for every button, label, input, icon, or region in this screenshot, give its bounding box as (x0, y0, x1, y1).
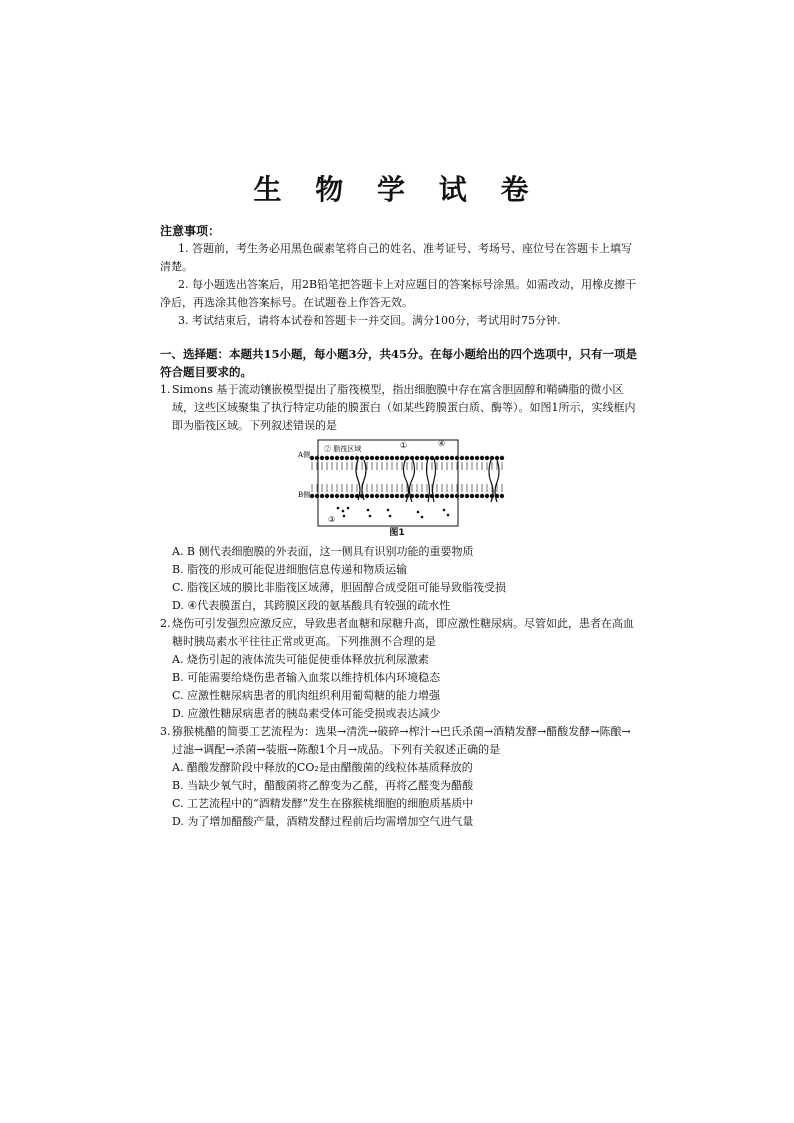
question-3 (160, 723, 640, 759)
page-title: 生 物 学 试 卷 (253, 173, 541, 206)
lipid-head (350, 494, 354, 498)
q3-option-a: A. 醋酸发酵阶段中释放的CO₂是由醋酸菌的线粒体基质释放的 (172, 761, 473, 774)
lipid-head (430, 456, 434, 460)
notice-heading: 注意事项： (160, 224, 221, 238)
glyco-chains (337, 507, 450, 519)
notice-item-3: 3. 考试结束后，请将本试卷和答题卡一并交回。满分100分，考试用时75分钟. (178, 314, 561, 327)
q3-option-c: C. 工艺流程中的“酒精发酵”发生在猕猴桃细胞的细胞质基质中 (172, 797, 474, 810)
lipid-head (480, 456, 484, 460)
lipid-head (400, 456, 404, 460)
question-number: 1. (160, 383, 171, 396)
lipid-head (470, 494, 474, 498)
lipid-head (500, 494, 504, 498)
lipid-head (465, 456, 469, 460)
question-1 (160, 381, 640, 435)
lipid-head (330, 456, 334, 460)
lipid-head (465, 494, 469, 498)
notice-item-2: 2. 每小题选出答案后，用2B铅笔把答题卡上对应题目的答案标号涂黑。如需改动，用橡皮擦干净后，再选涂其他答案标号。在试题卷上作答无效。 (160, 278, 637, 309)
lipid-head (440, 494, 444, 498)
lipid-head (365, 494, 369, 498)
lipid-head (435, 494, 439, 498)
lipid-head (390, 456, 394, 460)
lipid-head (320, 456, 324, 460)
lipid-head (330, 494, 334, 498)
lipid-head (325, 456, 329, 460)
question-number: 2. (160, 617, 171, 630)
lipid-head (470, 456, 474, 460)
lipid-head (490, 456, 494, 460)
lipid-head (395, 494, 399, 498)
figure-caption: 图1 (389, 528, 405, 538)
lipid-head (450, 494, 454, 498)
question-2 (160, 615, 640, 651)
lipid-head (340, 494, 344, 498)
marker-3: ③ (328, 515, 336, 524)
lipid-head (310, 456, 314, 460)
lipid-head (435, 456, 439, 460)
marker-1: ① (400, 441, 408, 450)
lipid-head (445, 494, 449, 498)
lipid-head (480, 494, 484, 498)
section-heading: 一、选择题：本题共15小题，每小题3分，共45分。在每小题给出的四个选项中，只有一项是符合题目要求的。 (160, 347, 638, 379)
lipid-head (355, 456, 359, 460)
lipid-head (370, 456, 374, 460)
lipid-head (495, 456, 499, 460)
q1-option-a: A. B 侧代表细胞膜的外表面，这一侧具有识别功能的重要物质 (172, 545, 474, 558)
lipid-head (460, 494, 464, 498)
question-number: 3. (160, 725, 171, 738)
lipid-head (320, 494, 324, 498)
lipid-head (420, 494, 424, 498)
lipid-head (390, 494, 394, 498)
q2-option-b: B. 可能需要给烧伤患者输入血浆以维持机体内环境稳态 (172, 671, 441, 684)
lipid-head (400, 494, 404, 498)
question-stem: 猕猴桃醋的简要工艺流程为：选果→清洗→破碎→榨汁→巴氏杀菌→酒精发酵→醋酸发酵→陈酿→过滤→调配→杀菌→装瓶→陈酿1个月→成品。下列有关叙述正确的是 (172, 725, 631, 756)
lipid-head (445, 456, 449, 460)
notice-item-1: 1. 答题前，考生务必用黑色碳素笔将自己的姓名、准考证号、考场号、座位号在答题卡上填写清楚。 (160, 242, 632, 273)
lipid-head (415, 456, 419, 460)
lipid-head (335, 494, 339, 498)
lipid-head (460, 456, 464, 460)
lipid-head (365, 456, 369, 460)
lipid-head (450, 456, 454, 460)
lipid-head (310, 494, 314, 498)
side-a-label: A侧 (298, 451, 311, 459)
q1-option-b: B. 脂筏的形成可能促进细胞信息传递和物质运输 (172, 563, 408, 576)
lipid-head (340, 456, 344, 460)
lipid-head (335, 456, 339, 460)
q3-option-b: B. 当缺少氧气时，醋酸菌将乙醇变为乙醛，再将乙醛变为醋酸 (172, 779, 474, 792)
q2-option-d: D. 应激性糖尿病患者的胰岛素受体可能受损或表达减少 (172, 707, 441, 720)
q1-option-c: C. 脂筏区域的膜比非脂筏区域薄，胆固醇合成受阻可能导致脂筏受损 (172, 581, 507, 594)
raft-label: ② 脂筏区域 (324, 445, 362, 453)
lipid-head (475, 456, 479, 460)
lipid-head (350, 456, 354, 460)
lipid-head (315, 456, 319, 460)
lipid-head (360, 456, 364, 460)
lipid-head (455, 494, 459, 498)
lipid-head (385, 494, 389, 498)
phospholipid-heads (310, 456, 504, 498)
lipid-head (500, 456, 504, 460)
lipid-head (455, 456, 459, 460)
lipid-head (425, 456, 429, 460)
lipid-head (385, 456, 389, 460)
question-stem: 烧伤可引发强烈应激反应，导致患者血糖和尿糖升高，即应激性糖尿病。尽管如此，患者在高血糖时胰岛素水平往往正常或更高。下列推测不合理的是 (172, 617, 634, 648)
lipid-head (345, 494, 349, 498)
lipid-head (485, 494, 489, 498)
lipid-head (475, 494, 479, 498)
lipid-head (420, 456, 424, 460)
lipid-head (370, 494, 374, 498)
q3-option-d: D. 为了增加醋酸产量，酒精发酵过程前后均需增加空气进气量 (172, 815, 474, 828)
question-stem: Simons 基于流动镶嵌模型提出了脂筏模型，指出细胞膜中存在富含胆固醇和鞘磷脂的微小区域，这些区域聚集了执行特定功能的膜蛋白（如某些跨膜蛋白质、酶等）。如图1所示，实线框内即为脂筏区域。下列叙述错误的是 (172, 383, 636, 432)
lipid-head (485, 456, 489, 460)
lipid-head (345, 456, 349, 460)
lipid-head (375, 494, 379, 498)
q2-option-a: A. 烧伤引起的液体流失可能促使垂体释放抗利尿激素 (172, 653, 429, 666)
side-b-label: B侧 (298, 491, 311, 499)
lipid-head (380, 494, 384, 498)
lipid-head (415, 494, 419, 498)
lipid-head (325, 494, 329, 498)
q1-option-d: D. ④代表膜蛋白，其跨膜区段的氨基酸具有较强的疏水性 (172, 599, 451, 612)
q2-option-c: C. 应激性糖尿病患者的肌肉组织利用葡萄糖的能力增强 (172, 689, 441, 702)
lipid-head (395, 456, 399, 460)
lipid-head (315, 494, 319, 498)
lipid-head (380, 456, 384, 460)
lipid-head (375, 456, 379, 460)
membrane-figure (298, 438, 508, 528)
lipid-head (440, 456, 444, 460)
marker-4: ④ (438, 439, 446, 448)
